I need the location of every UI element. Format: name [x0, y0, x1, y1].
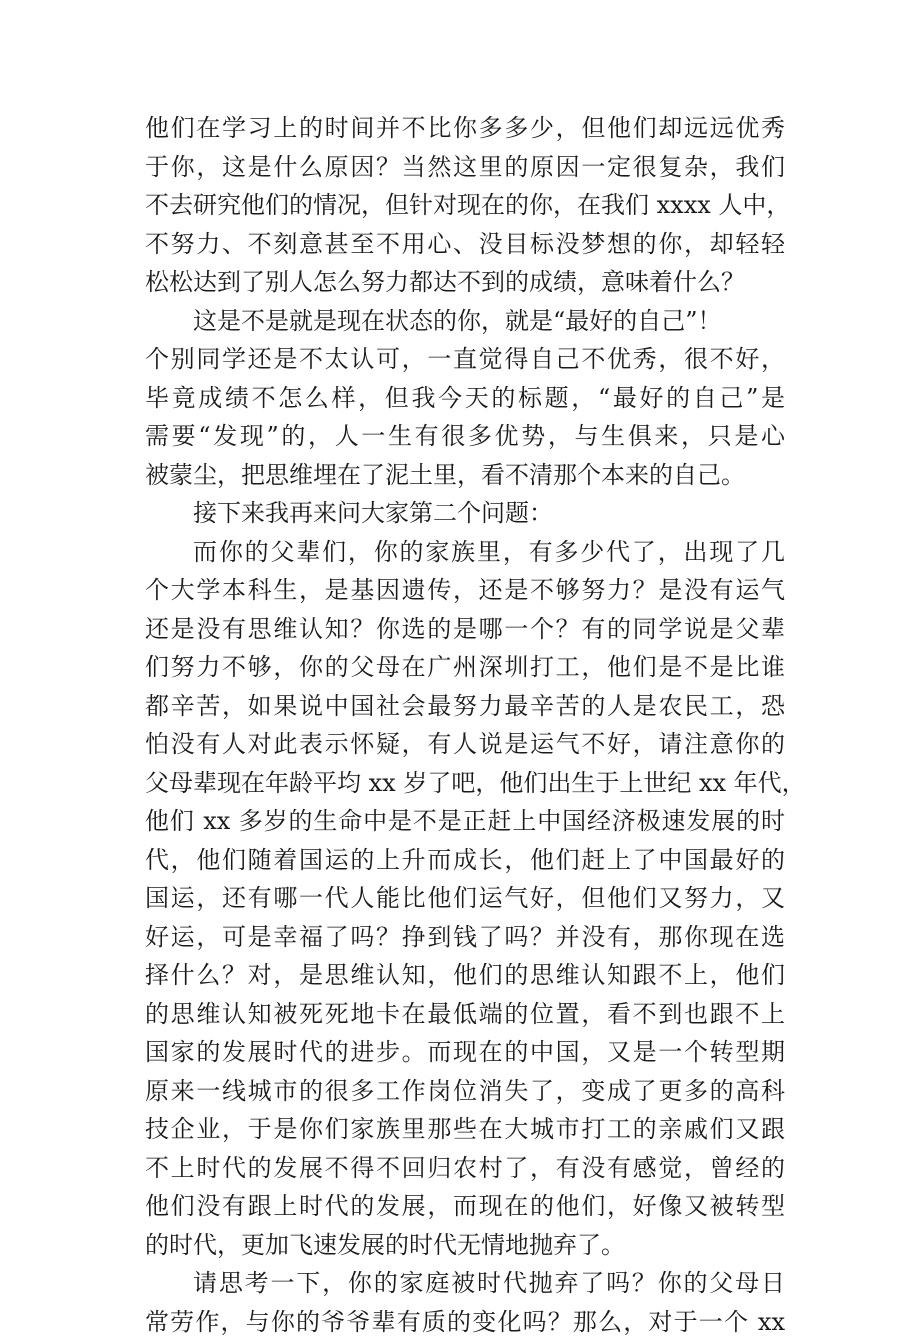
text-line: 择什么？对，是思维认知，他们的思维认知跟不上，他们: [145, 956, 785, 995]
text-line: 好运，可是幸福了吗？挣到钱了吗？并没有，那你现在选: [145, 918, 785, 957]
text-line: 的时代，更加飞速发展的时代无情地抛弃了。: [145, 1226, 785, 1265]
text-line: 们努力不够，你的父母在广州深圳打工，他们是不是比谁: [145, 648, 785, 687]
text-line: 请思考一下，你的家庭被时代抛弃了吗？你的父母日: [145, 1264, 785, 1303]
text-line: 毕竟成绩不怎么样，但我今天的标题，“最好的自己”是: [145, 379, 785, 418]
text-line: 不努力、不刻意甚至不用心、没目标没梦想的你，却轻轻: [145, 225, 785, 264]
text-line: 他们在学习上的时间并不比你多多少，但他们却远远优秀: [145, 109, 785, 148]
text-line: 需要“发现”的，人一生有很多优势，与生俱来，只是心: [145, 417, 785, 456]
text-line: 个别同学还是不太认可，一直觉得自己不优秀，很不好，: [145, 340, 785, 379]
text-line: 他们 xx 多岁的生命中是不是正赶上中国经济极速发展的时: [145, 802, 785, 841]
text-line: 还是没有思维认知？你选的是哪一个？有的同学说是父辈: [145, 610, 785, 649]
document-body: [145, 109, 785, 1341]
text-line: 而你的父辈们，你的家族里，有多少代了，出现了几: [145, 533, 785, 572]
text-line: 国运，还有哪一代人能比他们运气好，但他们又努力，又: [145, 879, 785, 918]
text-line: 常劳作，与你的爷爷辈有质的变化吗？那么，对于一个 xx: [145, 1303, 785, 1341]
text-line: 不上时代的发展不得不回归农村了，有没有感觉，曾经的: [145, 1149, 785, 1188]
text-line: 个大学本科生，是基因遗传，还是不够努力？是没有运气: [145, 571, 785, 610]
text-line: 这是不是就是现在状态的你，就是“最好的自己”！: [145, 302, 785, 341]
text-line: 原来一线城市的很多工作岗位消失了，变成了更多的高科: [145, 1072, 785, 1111]
text-line: 代，他们随着国运的上升而成长，他们赶上了中国最好的: [145, 841, 785, 880]
text-line: 国家的发展时代的进步。而现在的中国，又是一个转型期: [145, 1033, 785, 1072]
text-line: 技企业，于是你们家族里那些在大城市打工的亲戚们又跟: [145, 1110, 785, 1149]
text-line: 怕没有人对此表示怀疑，有人说是运气不好，请注意你的: [145, 725, 785, 764]
text-line: 接下来我再来问大家第二个问题：: [145, 494, 785, 533]
text-line: 松松达到了别人怎么努力都达不到的成绩，意味着什么？: [145, 263, 785, 302]
text-line: 于你，这是什么原因？当然这里的原因一定很复杂，我们: [145, 148, 785, 187]
text-line: 被蒙尘，把思维埋在了泥土里，看不清那个本来的自己。: [145, 456, 785, 495]
text-line: 不去研究他们的情况，但针对现在的你，在我们 xxxx 人中，: [145, 186, 785, 225]
text-line: 都辛苦，如果说中国社会最努力最辛苦的人是农民工，恐: [145, 687, 785, 726]
text-line: 的思维认知被死死地卡在最低端的位置，看不到也跟不上: [145, 995, 785, 1034]
text-line: 父母辈现在年龄平均 xx 岁了吧，他们出生于上世纪 xx 年代，: [145, 764, 785, 803]
text-line: 他们没有跟上时代的发展，而现在的他们，好像又被转型: [145, 1187, 785, 1226]
